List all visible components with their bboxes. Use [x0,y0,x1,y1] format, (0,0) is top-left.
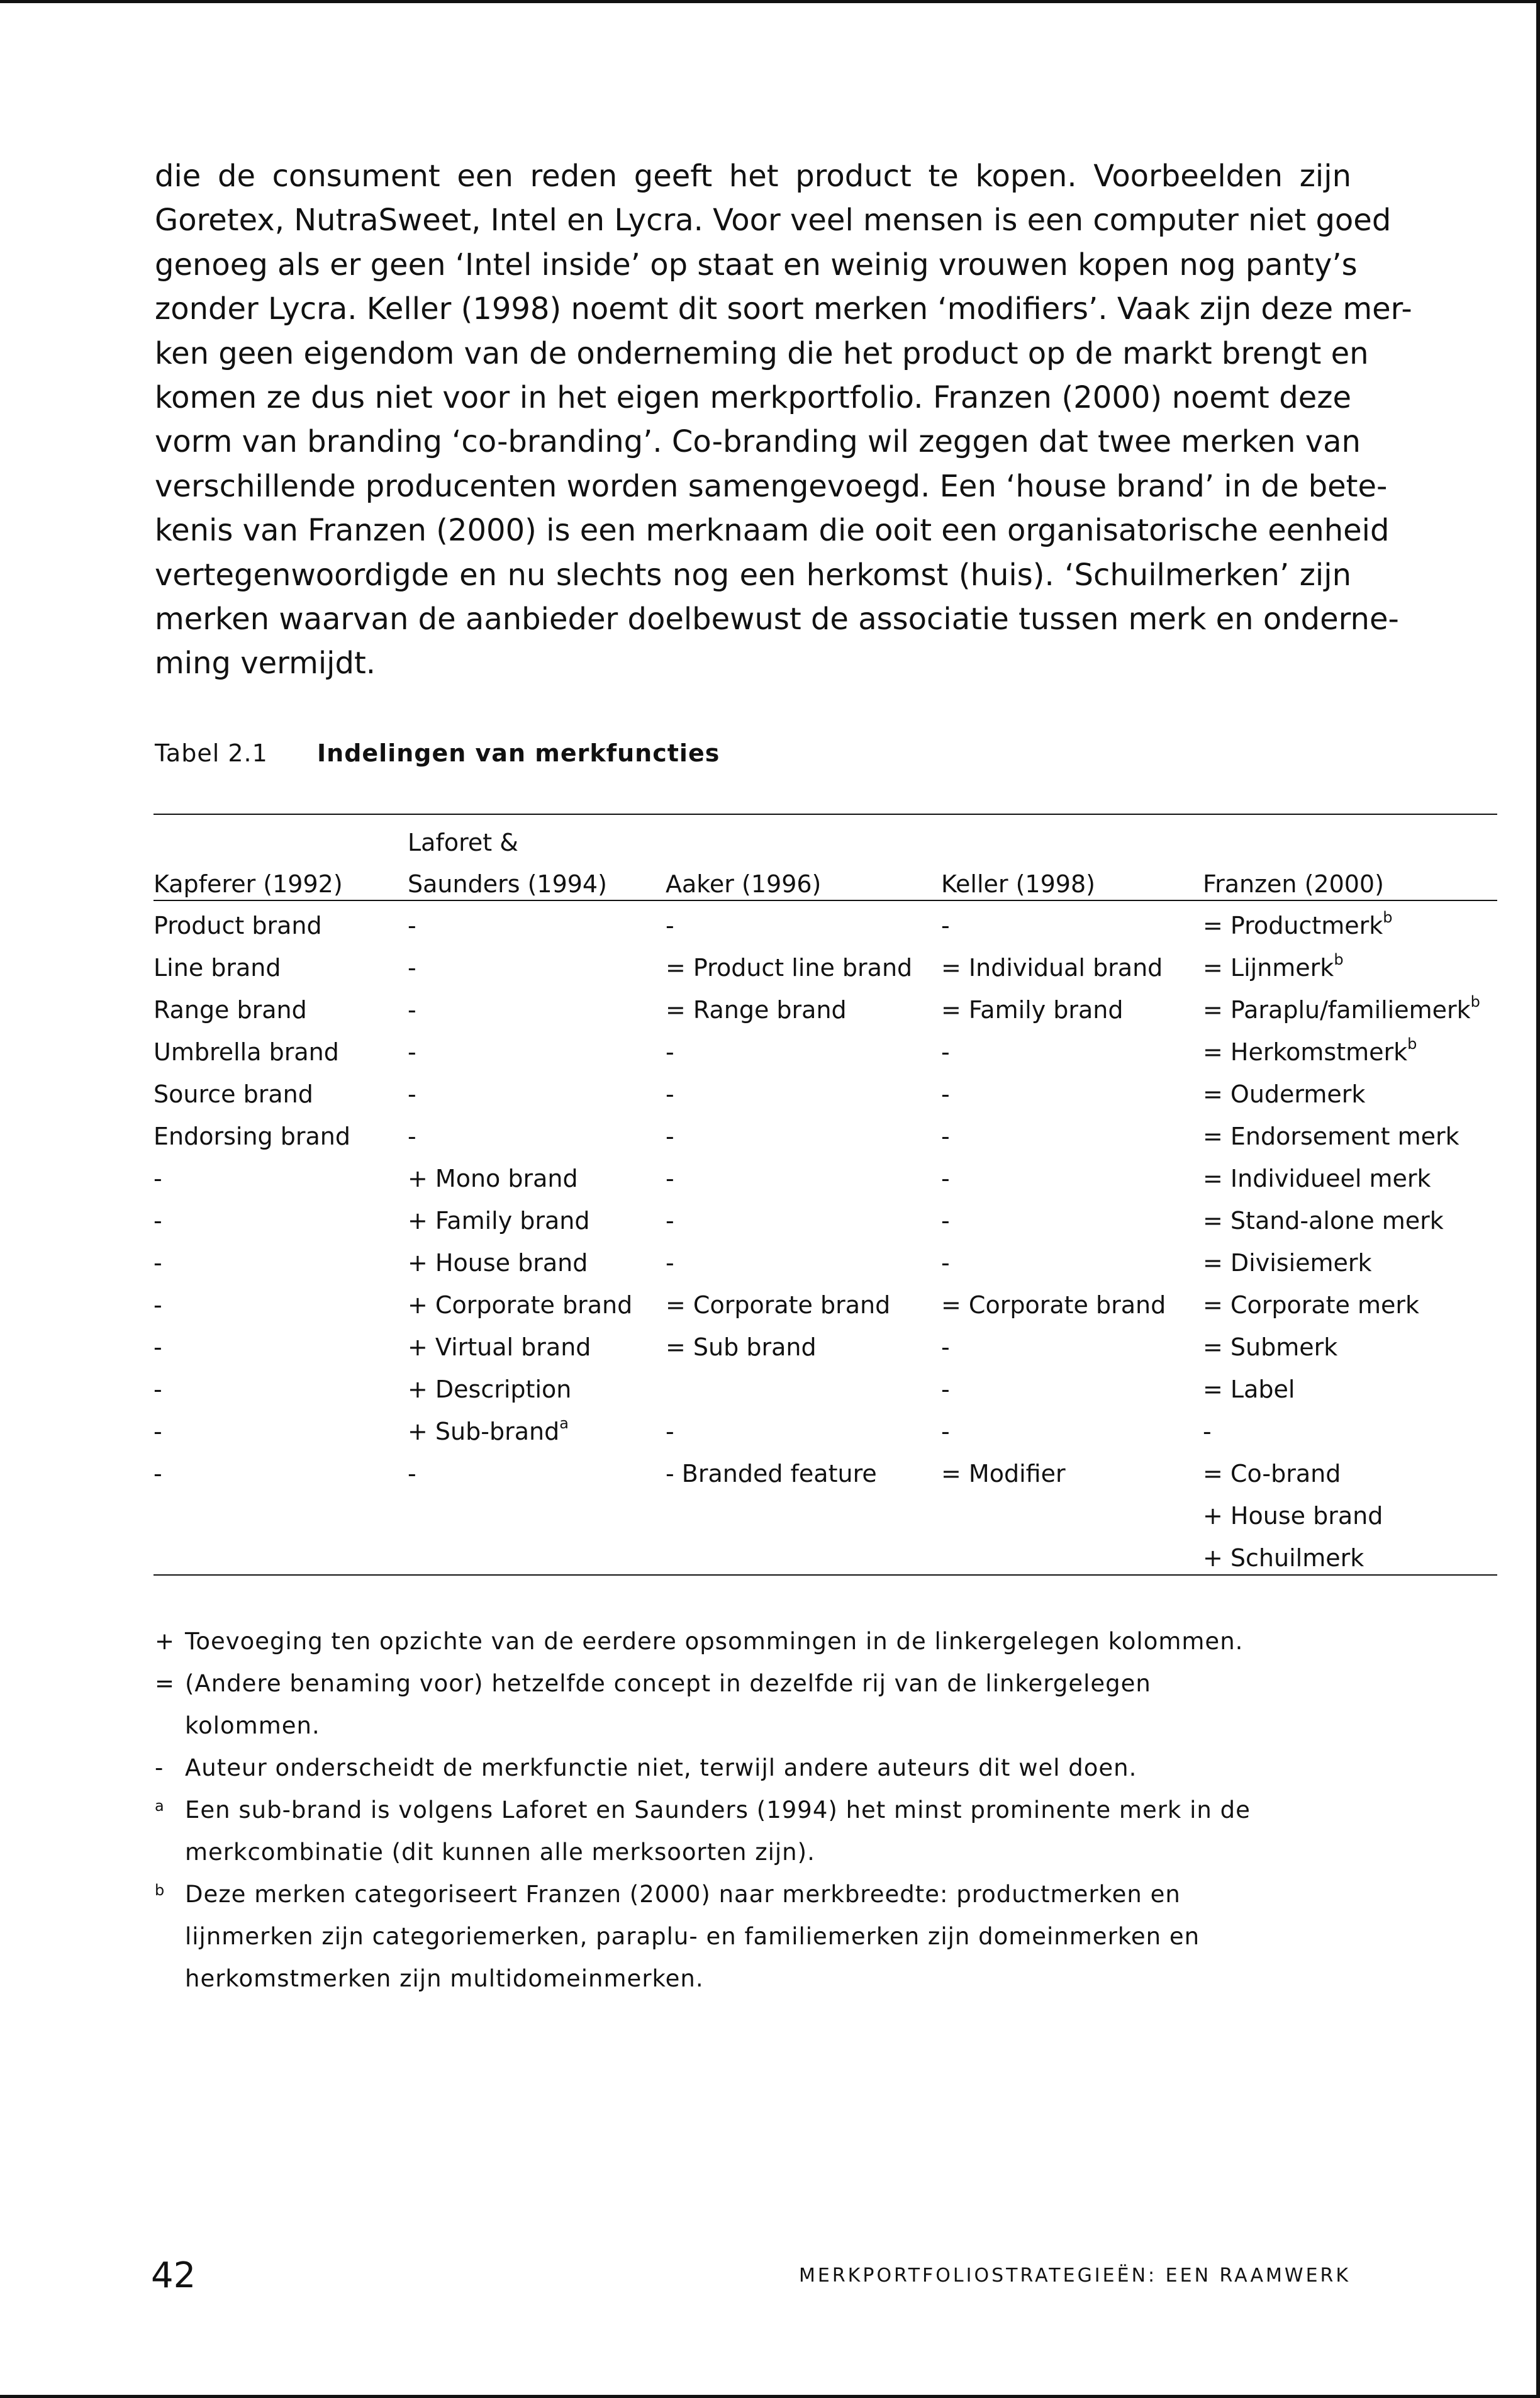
running-title: MERKPORTFOLIOSTRATEGIEËN: EEN RAAMWERK [799,2265,1351,2287]
table-cell [1203,1416,1212,1447]
table-note [155,1873,1350,2000]
note-text: (Andere benaming voor) hetzelfde concept in dezelfde rij van de linkergelegen [185,1670,1151,1697]
table-cell [408,1331,591,1363]
table-cell [1203,1458,1341,1489]
table-cell [941,1079,950,1110]
cell-text: + Sub-brand [408,1418,560,1445]
table-cell [408,1205,590,1236]
table-cell [666,994,847,1026]
paragraph-line: merken waarvan de aanbieder doelbewust de associatie tussen merk en onderne- [155,602,1399,637]
cell-text: + House brand [1203,1502,1383,1530]
cell-text: - [408,1123,416,1150]
table-cell [1203,1163,1431,1194]
footnote-marker: b [1383,909,1393,927]
table-cell [408,994,416,1026]
cell-text: - [941,1333,950,1361]
table-cell [153,1374,162,1405]
table-cell [153,1331,162,1363]
table-cell [941,1205,950,1236]
table-cell [153,952,281,983]
cell-text: = Oudermerk [1203,1080,1366,1108]
cell-text: - [941,1080,950,1108]
cell-text: - [408,1038,416,1066]
paragraph-line: verschillende producenten worden samengevoegd. Een ‘house brand’ in de bete- [155,468,1388,504]
cell-text: = Paraplu/familiemerk [1203,996,1471,1024]
table-note [155,1747,1350,1789]
table-cell [408,1289,632,1321]
cell-text: = Corporate merk [1203,1291,1419,1319]
cell-text: = Corporate brand [666,1291,891,1319]
cell-text: - [666,1165,674,1192]
table-number: Tabel 2.1 [155,739,268,767]
cell-text: Product brand [153,912,322,939]
table-cell [941,1289,1166,1321]
footnote-marker: b [1334,951,1344,969]
cell-text: Umbrella brand [153,1038,339,1066]
cell-text: = Endorsement merk [1203,1123,1459,1150]
paragraph-line: vertegenwoordigde en nu slechts nog een herkomst (huis). ‘Schuilmerken’ zijn [155,557,1351,593]
cell-text: Line brand [153,954,281,982]
cell-text: = Modifier [941,1460,1066,1488]
note-symbol: + [155,1628,176,1655]
cell-text: - [941,1249,950,1277]
table-cell [408,1163,578,1194]
table-cell [941,1331,950,1363]
cell-text: + Schuilmerk [1203,1544,1364,1572]
cell-text: - [941,1207,950,1235]
paragraph-line: ming vermijdt. [155,646,376,681]
table-cell [153,1205,162,1236]
table-title: Indelingen van merkfuncties [317,739,720,767]
cell-text: + Mono brand [408,1165,578,1192]
cell-text: + House brand [408,1249,588,1277]
table-cell [408,910,416,941]
table-cell [941,1416,950,1447]
cell-text: = Lijnmerk [1203,954,1334,982]
cell-text: = Corporate brand [941,1291,1166,1319]
table-cell [1203,1500,1383,1532]
table-cell [153,1289,162,1321]
cell-text: - [408,1080,416,1108]
table-notes [155,1620,1350,2000]
cell-text: = Productmerk [1203,912,1383,939]
cell-text: - [666,1207,674,1235]
cell-text: - [408,912,416,939]
cell-text: - [941,1038,950,1066]
table-cell [1203,1036,1417,1068]
table-cell [408,1416,569,1447]
table-cell [941,1374,950,1405]
note-text: herkomstmerken zijn multidomeinmerken. [185,1965,704,1992]
table-cell [666,1163,674,1194]
cell-text: - [408,954,416,982]
paragraph-line: komen ze dus niet voor in het eigen merkportfolio. Franzen (2000) noemt deze [155,380,1351,416]
table-cell [1203,1079,1365,1110]
note-text: kolommen. [185,1712,320,1739]
cell-text: = Individueel merk [1203,1165,1431,1192]
cell-text: = Range brand [666,996,847,1024]
table-cell [941,994,1124,1026]
table-cell [1203,910,1392,941]
cell-text: = Label [1203,1375,1295,1403]
cell-text: - [153,1207,162,1235]
table-cell [408,952,416,983]
cell-text: - [1203,1418,1212,1445]
table-cell [1203,1121,1459,1152]
cell-text: - [941,1123,950,1150]
footnote-marker: a [559,1415,569,1433]
table-cell [941,1121,950,1152]
paragraph-line: kenis van Franzen (2000) is een merknaam die ooit een organisatorische eenheid [155,513,1390,549]
header-aaker: Aaker (1996) [666,870,822,898]
paragraph-line: ken geen eigendom van de onderneming die het product op de markt brengt en [155,335,1369,371]
header-keller: Keller (1998) [941,870,1095,898]
cell-text: = Co-brand [1203,1460,1341,1488]
table-cell [941,1247,950,1279]
table-cell [666,1289,890,1321]
table-cell [666,1036,674,1068]
table-cell [666,1331,817,1363]
paragraph-line: genoeg als er geen ‘Intel inside’ op staat en weinig vrouwen kopen nog panty’s [155,247,1358,283]
cell-text: - [666,1123,674,1150]
footnote-marker: b [1407,1035,1417,1053]
table-cell [1203,994,1480,1026]
cell-text: + Virtual brand [408,1333,591,1361]
header-franzen: Franzen (2000) [1203,870,1384,898]
cell-text: - [666,1038,674,1066]
paragraph-line: Goretex, NutraSweet, Intel en Lycra. Voor veel mensen is een computer niet goed [155,203,1392,238]
cell-text: - [666,912,674,939]
cell-text: = Family brand [941,996,1124,1024]
table-cell [1203,1331,1337,1363]
table-cell [408,1374,571,1405]
cell-text: = Sub brand [666,1333,817,1361]
note-symbol: = [155,1670,176,1697]
cell-text: - Branded feature [666,1460,877,1488]
cell-text: - [666,1080,674,1108]
cell-text: Range brand [153,996,307,1024]
note-symbol: - [155,1754,164,1781]
table-cell [666,1416,674,1447]
note-text: Een sub-brand is volgens Laforet en Saunders (1994) het minst prominente merk in de [185,1796,1251,1824]
table-cell [1203,952,1344,983]
cell-text: = Herkomstmerk [1203,1038,1408,1066]
table-cell [1203,1374,1295,1405]
cell-text: + Corporate brand [408,1291,633,1319]
cell-text: Endorsing brand [153,1123,350,1150]
paragraph-line: vorm van branding ‘co-branding’. Co-branding wil zeggen dat twee merken van [155,424,1361,460]
table-cell [153,1416,162,1447]
header-laforet-line2: Saunders (1994) [408,870,607,898]
table-cell [408,1247,588,1279]
table-cell [1203,1205,1444,1236]
table-cell [666,1458,877,1489]
note-symbol: a [155,1797,165,1815]
paragraph-line: zonder Lycra. Keller (1998) noemt dit soort merken ‘modifiers’. Vaak zijn deze mer- [155,291,1412,327]
table-cell [666,1121,674,1152]
note-symbol: b [155,1881,165,1899]
table-note [155,1662,1350,1747]
cell-text: Source brand [153,1080,313,1108]
header-kapferer: Kapferer (1992) [153,870,343,898]
table-cell [408,1036,416,1068]
cell-text: = Submerk [1203,1333,1338,1361]
table-cell [408,1121,416,1152]
table-cell [153,1247,162,1279]
table-cell [1203,1542,1364,1574]
table-cell [666,910,674,941]
cell-text: = Product line brand [666,954,913,982]
cell-text: - [941,1375,950,1403]
cell-text: - [666,1249,674,1277]
table-cell [153,994,307,1026]
footnote-marker: b [1470,993,1480,1011]
table-cell [941,1163,950,1194]
table-cell [941,910,950,941]
table-cell [941,1036,950,1068]
cell-text: - [941,1418,950,1445]
cell-text: - [153,1165,162,1192]
cell-text: - [153,1460,162,1488]
header-laforet-line1: Laforet & [408,829,518,856]
cell-text: + Family brand [408,1207,590,1235]
cell-text: = Stand-alone merk [1203,1207,1444,1235]
cell-text: + Description [408,1375,572,1403]
table-cell [153,1163,162,1194]
cell-text: - [408,1460,416,1488]
page-number: 42 [151,2255,196,2296]
note-text: lijnmerken zijn categoriemerken, paraplu- en familiemerken zijn domeinmerken en [185,1923,1200,1950]
note-text: Deze merken categoriseert Franzen (2000) naar merkbreedte: productmerken en [185,1881,1181,1908]
table-cell [153,910,322,941]
cell-text: = Individual brand [941,954,1163,982]
cell-text: - [941,1165,950,1192]
cell-text: - [666,1418,674,1445]
table-note [155,1789,1350,1873]
table-note [155,1620,1350,1662]
table-cell [666,952,912,983]
cell-text: - [408,996,416,1024]
note-text: Auteur onderscheidt de merkfunctie niet, terwijl andere auteurs dit wel doen. [185,1754,1137,1781]
cell-text: - [153,1333,162,1361]
table-cell [941,1458,1066,1489]
table-cell [666,1247,674,1279]
cell-text: - [153,1291,162,1319]
note-text: Toevoeging ten opzichte van de eerdere opsommingen in de linkergelegen kolommen. [185,1628,1244,1655]
note-text: merkcombinatie (dit kunnen alle merksoorten zijn). [185,1839,815,1866]
table-cell [153,1458,162,1489]
cell-text: = Divisiemerk [1203,1249,1372,1277]
paragraph-line: die de consument een reden geeft het product te kopen. Voorbeelden zijn [155,159,1351,194]
table-cell [941,952,1163,983]
cell-text: - [941,912,950,939]
table-cell [408,1079,416,1110]
table-cell [666,1205,674,1236]
table-cell [153,1079,313,1110]
table-cell [666,1079,674,1110]
table-cell [1203,1247,1372,1279]
cell-text: - [153,1249,162,1277]
cell-text: - [153,1375,162,1403]
table-cell [153,1036,339,1068]
cell-text: - [153,1418,162,1445]
table-cell [153,1121,350,1152]
table-cell [408,1458,416,1489]
table-cell [1203,1289,1419,1321]
